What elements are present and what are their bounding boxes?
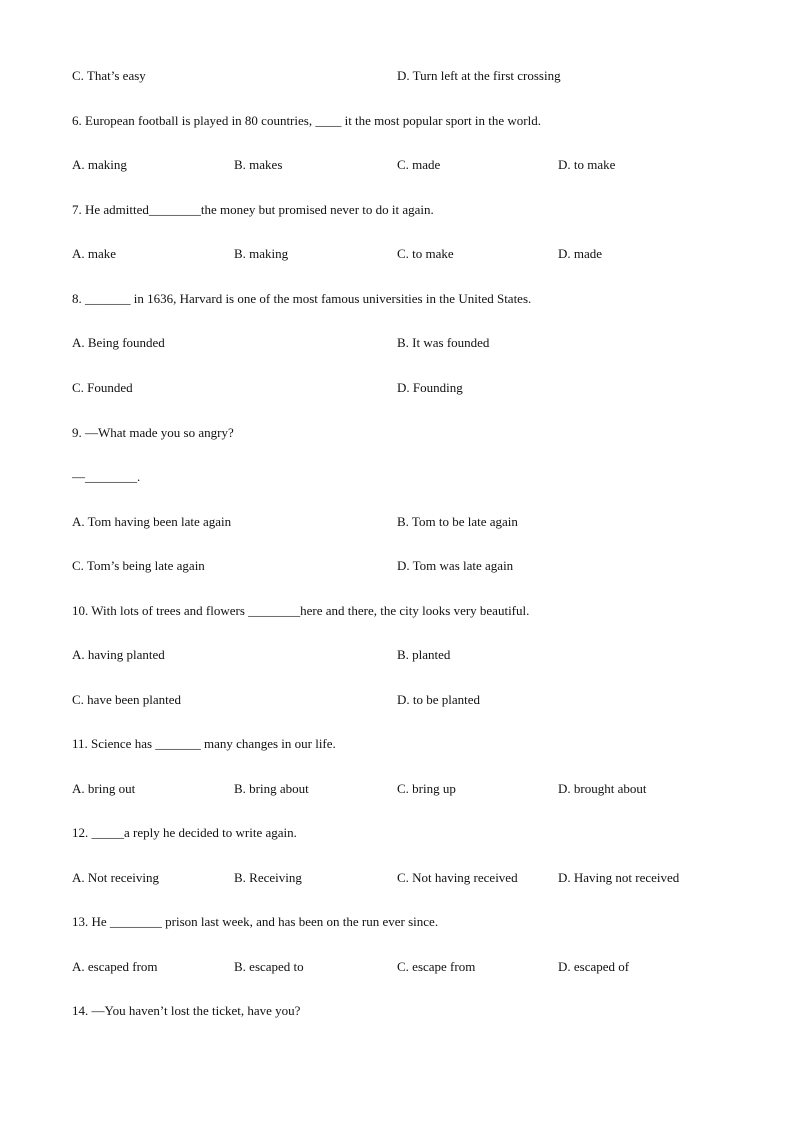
question-text: 9. —What made you so angry?: [72, 425, 234, 440]
answer-option: D. Founding: [397, 380, 463, 395]
answer-option: C. have been planted: [72, 692, 182, 707]
answer-option: C. That’s easy: [72, 68, 146, 83]
answer-option: A. Tom having been late again: [72, 514, 232, 529]
answer-option: A. making: [72, 157, 127, 172]
answer-option: C. bring up: [397, 781, 456, 796]
answer-option: C. Not having received: [397, 870, 518, 885]
answer-option: D. to be planted: [397, 692, 481, 707]
answer-option: A. escaped from: [72, 959, 158, 974]
answer-option: A. bring out: [72, 781, 136, 796]
question-text: 13. He ________ prison last week, and has been on the run ever since.: [72, 914, 439, 929]
answer-option: A. Being founded: [72, 335, 165, 350]
answer-option: C. Tom’s being late again: [72, 558, 205, 573]
question-text: 6. European football is played in 80 countries, ____ it the most popular sport in the world.: [72, 113, 542, 128]
answer-option: D. to make: [558, 157, 616, 172]
answer-option: B. Receiving: [234, 870, 302, 885]
answer-option: D. escaped of: [558, 959, 630, 974]
question-text: 12. _____a reply he decided to write again.: [72, 825, 297, 840]
answer-option: D. made: [558, 246, 603, 261]
answer-option: D. Having not received: [558, 870, 680, 885]
question-text: 7. He admitted________the money but promised never to do it again.: [72, 202, 434, 217]
answer-option: D. Turn left at the first crossing: [397, 68, 561, 83]
answer-option: C. escape from: [397, 959, 476, 974]
answer-option: A. make: [72, 246, 117, 261]
answer-option: A. Not receiving: [72, 870, 160, 885]
question-text: 8. _______ in 1636, Harvard is one of the most famous universities in the United States.: [72, 291, 532, 306]
question-text: 10. With lots of trees and flowers ________here and there, the city looks very beautiful.: [72, 603, 530, 618]
question-text: 14. —You haven’t lost the ticket, have you?: [72, 1003, 301, 1018]
answer-option: D. Tom was late again: [397, 558, 514, 573]
answer-option: C. made: [397, 157, 441, 172]
answer-option: C. Founded: [72, 380, 133, 395]
answer-option: B. bring about: [234, 781, 309, 796]
answer-option: B. planted: [397, 647, 451, 662]
answer-option: B. Tom to be late again: [397, 514, 518, 529]
answer-option: B. makes: [234, 157, 283, 172]
answer-option: C. to make: [397, 246, 454, 261]
answer-option: D. brought about: [558, 781, 647, 796]
question-text: —________.: [72, 469, 141, 484]
answer-option: B. making: [234, 246, 289, 261]
answer-option: A. having planted: [72, 647, 165, 662]
question-text: 11. Science has _______ many changes in our life.: [72, 736, 336, 751]
answer-option: B. escaped to: [234, 959, 304, 974]
answer-option: B. It was founded: [397, 335, 490, 350]
